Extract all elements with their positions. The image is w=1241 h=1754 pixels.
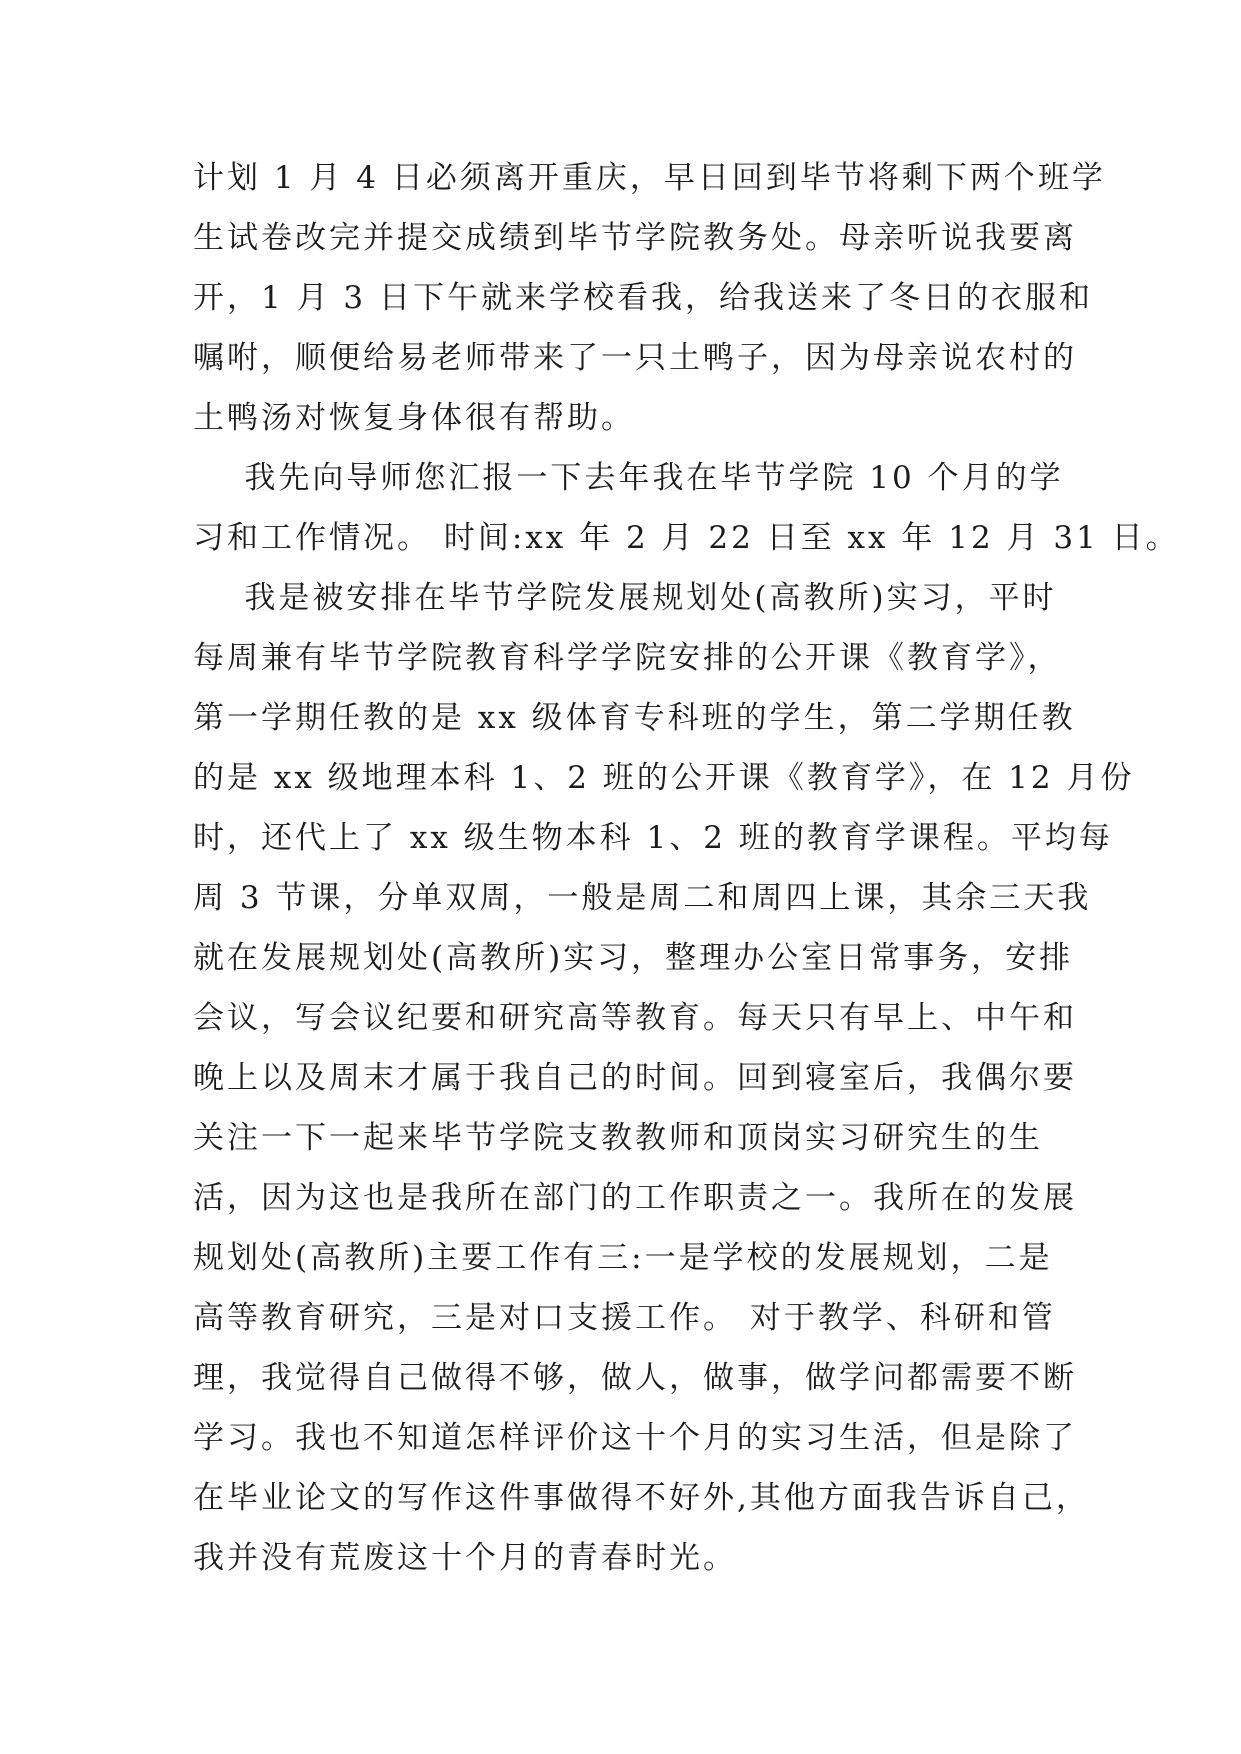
text-line: 时，还代上了 xx 级生物本科 1、2 班的教育学课程。平均每 <box>193 820 1113 856</box>
text-line: 规划处(高教所)主要工作有三:一是学校的发展规划，二是 <box>193 1240 1053 1276</box>
text-line: 生试卷改完并提交成绩到毕节学院教务处。母亲听说我要离 <box>193 220 1077 256</box>
text-line: 土鸭汤对恢复身体很有帮助。 <box>193 400 635 436</box>
text-line: 就在发展规划处(高教所)实习，整理办公室日常事务，安排 <box>193 940 1074 976</box>
text-line: 每周兼有毕节学院教育科学学院安排的公开课《教育学》， <box>193 640 1062 676</box>
text-line: 我并没有荒废这十个月的青春时光。 <box>193 1540 737 1576</box>
text-line: 我先向导师您汇报一下去年我在毕节学院 10 个月的学 <box>193 460 1064 496</box>
text-line: 计划 1 月 4 日必须离开重庆，早日回到毕节将剩下两个班学 <box>193 160 1106 196</box>
text-line: 晚上以及周末才属于我自己的时间。回到寝室后，我偶尔要 <box>193 1060 1077 1096</box>
text-line: 我是被安排在毕节学院发展规划处(高教所)实习，平时 <box>193 580 1057 616</box>
text-line: 在毕业论文的写作这件事做得不好外,其他方面我告诉自己， <box>193 1480 1090 1516</box>
text-line: 关注一下一起来毕节学院支教教师和顶岗实习研究生的生 <box>193 1120 1043 1156</box>
text-line: 会议，写会议纪要和研究高等教育。每天只有早上、中午和 <box>193 1000 1077 1036</box>
text-line: 开，1 月 3 日下午就来学校看我，给我送来了冬日的衣服和 <box>193 280 1094 316</box>
text-line: 习和工作情况。 时间:xx 年 2 月 22 日至 xx 年 12 月 31 日。 <box>193 520 1180 556</box>
text-line: 的是 xx 级地理本科 1、2 班的公开课《教育学》，在 12 月份 <box>193 760 1135 796</box>
text-line: 活，因为这也是我所在部门的工作职责之一。我所在的发展 <box>193 1180 1077 1216</box>
text-line: 嘱咐，顺便给易老师带来了一只土鸭子，因为母亲说农村的 <box>193 340 1077 376</box>
text-line: 周 3 节课，分单双周，一般是周二和周四上课，其余三天我 <box>193 880 1092 916</box>
text-line: 第一学期任教的是 xx 级体育专科班的学生，第二学期任教 <box>193 700 1076 736</box>
text-line: 高等教育研究，三是对口支援工作。 对于教学、科研和管 <box>193 1300 1056 1336</box>
text-line: 理，我觉得自己做得不够，做人，做事，做学问都需要不断 <box>193 1360 1077 1396</box>
text-line: 学习。我也不知道怎样评价这十个月的实习生活，但是除了 <box>193 1420 1077 1456</box>
